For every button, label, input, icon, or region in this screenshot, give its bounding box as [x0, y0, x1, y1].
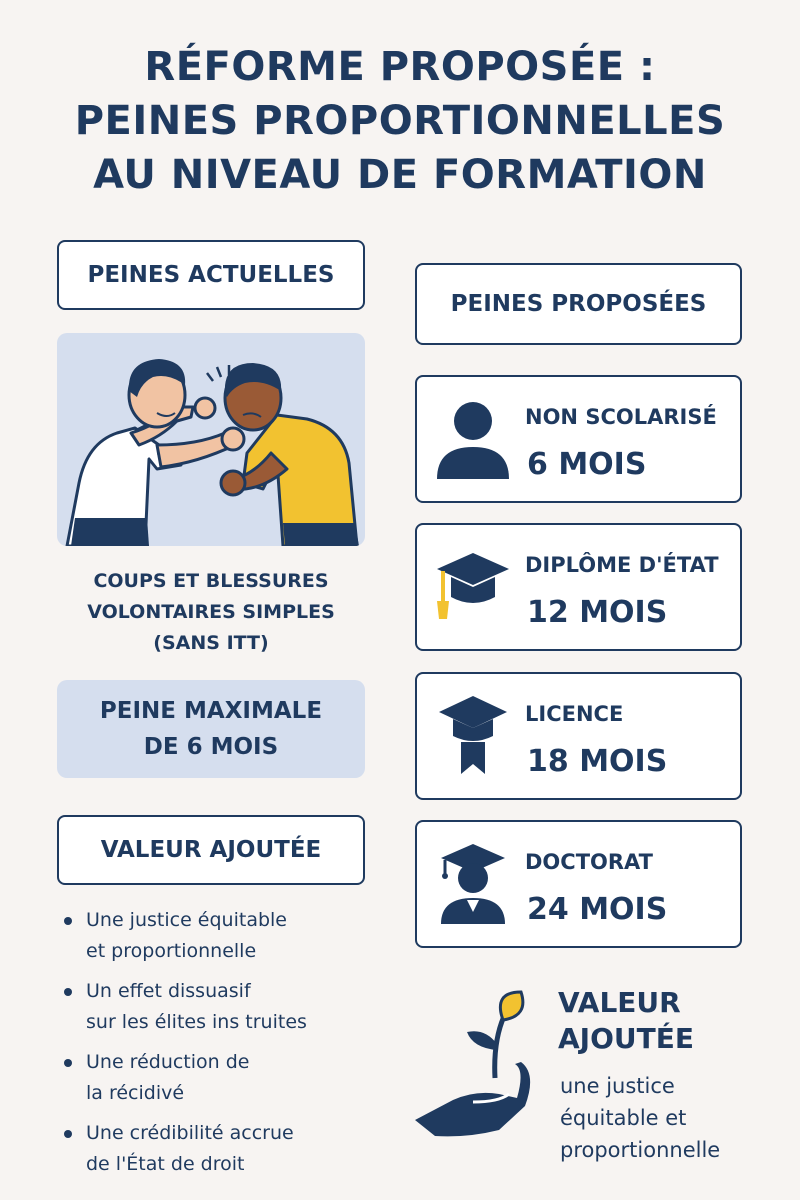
level-label: DIPLÔME D'ÉTAT — [525, 553, 719, 577]
graduation-cap-tassel-icon — [433, 543, 513, 627]
bullet-dot — [64, 1059, 72, 1067]
bullet-line-2: de l'État de droit — [86, 1153, 245, 1175]
fight-illustration — [57, 333, 365, 546]
page-title — [0, 40, 800, 202]
max-penalty-line-2: DE 6 MOIS — [143, 734, 279, 760]
offense-line-3: (SANS ITT) — [153, 632, 269, 654]
offense-description — [57, 566, 365, 659]
bullet-line-1: Un effet dissuasif — [86, 980, 251, 1002]
bullet-line-1: Une justice équitable — [86, 909, 287, 931]
bullet-line-2: et proportionnelle — [86, 940, 257, 962]
offense-line-2: VOLONTAIRES SIMPLES — [87, 601, 335, 623]
level-card-licence — [415, 672, 742, 800]
level-duration: 18 MOIS — [527, 744, 668, 779]
list-item — [62, 976, 382, 1038]
level-label: DOCTORAT — [525, 850, 653, 874]
level-card-non-scolarise — [415, 375, 742, 503]
summary-title — [558, 985, 694, 1057]
summary-title-line-2: AJOUTÉE — [558, 1022, 694, 1055]
max-penalty-line-1: PEINE MAXIMALE — [99, 698, 323, 724]
max-penalty-box — [57, 680, 365, 778]
title-line-2: PEINES PROPORTIONNELLES — [74, 98, 726, 144]
level-duration: 6 MOIS — [527, 447, 647, 482]
level-label: LICENCE — [525, 702, 624, 726]
offense-line-1: COUPS ET BLESSURES — [93, 570, 329, 592]
level-label: NON SCOLARISÉ — [525, 405, 717, 429]
graduation-cap-ribbon-icon — [433, 688, 513, 778]
summary-description — [560, 1070, 720, 1166]
added-value-header: VALEUR AJOUTÉE — [57, 815, 365, 885]
hand-sprout-icon — [413, 990, 553, 1140]
bullet-line-1: Une réduction de — [86, 1051, 250, 1073]
title-line-3: AU NIVEAU DE FORMATION — [93, 152, 707, 198]
added-value-list — [62, 905, 382, 1189]
summary-title-line-1: VALEUR — [558, 986, 681, 1019]
list-item — [62, 1047, 382, 1109]
level-card-doctorat — [415, 820, 742, 948]
list-item — [62, 905, 382, 967]
bullet-dot — [64, 1130, 72, 1138]
level-duration: 12 MOIS — [527, 595, 668, 630]
current-penalties-header: PEINES ACTUELLES — [57, 240, 365, 310]
summary-desc-line-1: une justice — [560, 1074, 675, 1098]
level-card-diplome-etat — [415, 523, 742, 651]
title-line-1: RÉFORME PROPOSÉE : — [144, 44, 656, 90]
bullet-dot — [64, 917, 72, 925]
level-duration: 24 MOIS — [527, 892, 668, 927]
summary-desc-line-2: équitable et — [560, 1106, 687, 1130]
proposed-penalties-header: PEINES PROPOSÉES — [415, 263, 742, 345]
bullet-line-1: Une crédibilité accrue — [86, 1122, 294, 1144]
bullet-dot — [64, 988, 72, 996]
bullet-line-2: sur les élites ins truites — [86, 1011, 307, 1033]
person-icon — [433, 399, 513, 483]
list-item — [62, 1118, 382, 1180]
bullet-line-2: la récidivé — [86, 1082, 185, 1104]
doctorate-graduate-icon — [433, 838, 513, 928]
summary-desc-line-3: proportionnelle — [560, 1138, 721, 1162]
